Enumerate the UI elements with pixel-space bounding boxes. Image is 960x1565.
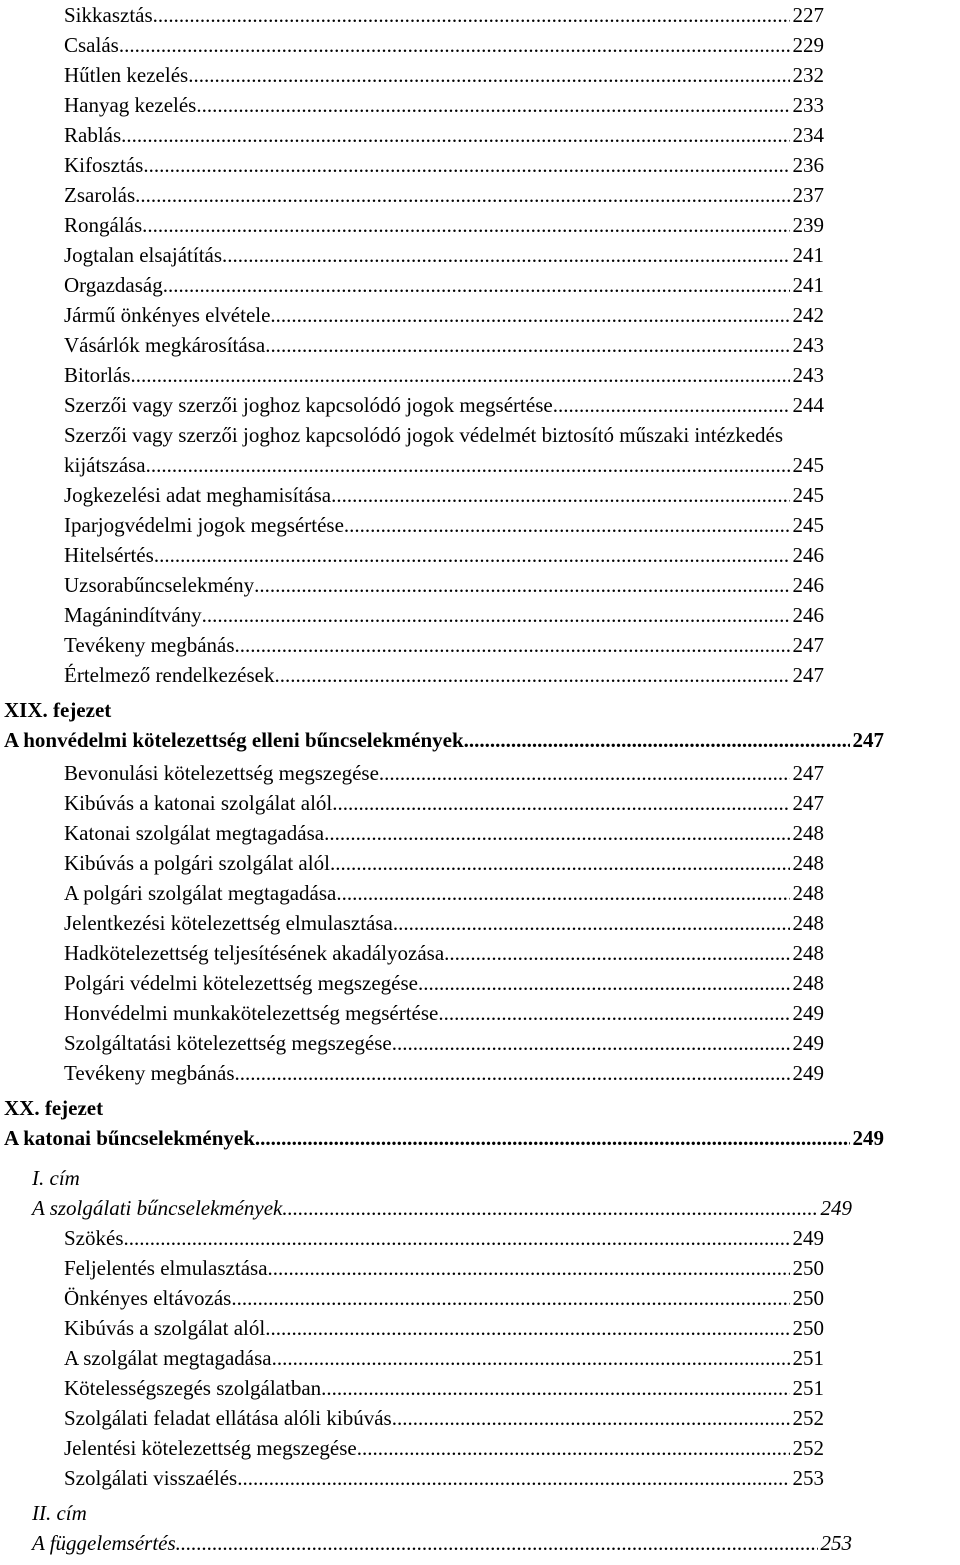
page-number: 250 [792, 1256, 824, 1280]
toc-entry[interactable] [64, 1058, 824, 1088]
dot-leader [231, 1283, 789, 1313]
entry-title: Katonai szolgálat megtagadása [64, 821, 325, 845]
entry-title: Bevonulási kötelezettség megszegése [64, 761, 379, 785]
section-heading[interactable] [32, 1528, 852, 1558]
toc-entry[interactable] [64, 998, 824, 1028]
page-number: 232 [792, 63, 824, 87]
entry-title: Polgári védelmi kötelezettség megszegése [64, 971, 418, 995]
page-number: 247 [792, 633, 824, 657]
entry-title: Szolgálati feladat ellátása alóli kibúvás [64, 1406, 392, 1430]
page-number: 241 [792, 273, 824, 297]
toc-entry[interactable] [64, 1403, 824, 1433]
page-number: 245 [792, 513, 824, 537]
dot-leader [282, 1193, 817, 1223]
toc-entry[interactable] [64, 540, 824, 570]
dot-leader [222, 240, 789, 270]
toc-entry[interactable] [64, 600, 824, 630]
page-number: 236 [792, 153, 824, 177]
page-number: 249 [792, 1226, 824, 1250]
page-number: 252 [792, 1406, 824, 1430]
toc-entry-long: Szerzői vagy szerzői joghoz kapcsolódó jogok védelmét biztosító műszaki intézkedés [64, 423, 784, 447]
toc-entry[interactable] [64, 818, 824, 848]
page-number: 246 [792, 543, 824, 567]
entry-title: Hanyag kezelés [64, 93, 197, 117]
page-number: 249 [792, 1031, 824, 1055]
toc-entry[interactable] [64, 30, 824, 60]
dot-leader [235, 630, 790, 660]
dot-leader [393, 908, 790, 938]
entry-title: Uzsorabűncselekmény [64, 573, 255, 597]
dot-leader [121, 120, 789, 150]
page-number: 250 [792, 1286, 824, 1310]
section-heading[interactable] [32, 1193, 852, 1223]
entry-title: A polgári szolgálat megtagadása [64, 881, 337, 905]
entry-title: Kibúvás a szolgálat alól [64, 1316, 266, 1340]
page-number: 251 [792, 1346, 824, 1370]
page-number: 243 [792, 333, 824, 357]
entry-title: Jármű önkényes elvétele [64, 303, 271, 327]
toc-entry[interactable] [64, 180, 824, 210]
dot-leader [143, 150, 789, 180]
page-number: 248 [792, 851, 824, 875]
entry-title: Jelentési kötelezettség megszegése [64, 1436, 357, 1460]
section-label: I. cím [32, 1166, 80, 1190]
toc-entry[interactable] [64, 270, 824, 300]
toc-entry[interactable] [64, 1283, 824, 1313]
toc-entry[interactable] [64, 878, 824, 908]
dot-leader [553, 390, 790, 420]
entry-title: Szökés [64, 1226, 124, 1250]
page-number: 245 [792, 483, 824, 507]
section-label: II. cím [32, 1501, 87, 1525]
chapter-heading[interactable] [4, 725, 884, 755]
toc-entry[interactable] [64, 90, 824, 120]
entry-title: Tevékeny megbánás [64, 633, 235, 657]
entry-title: Tevékeny megbánás [64, 1061, 235, 1085]
page-number: 251 [792, 1376, 824, 1400]
dot-leader [332, 788, 789, 818]
dot-leader [418, 968, 790, 998]
page-number: 249 [792, 1061, 824, 1085]
dot-leader [153, 0, 790, 30]
dot-leader [330, 848, 790, 878]
entry-title: Magánindítvány [64, 603, 202, 627]
dot-leader [336, 878, 789, 908]
dot-leader [438, 998, 789, 1028]
page-number: 249 [852, 1126, 884, 1150]
toc-entry[interactable] [64, 150, 824, 180]
toc-entry[interactable] [64, 390, 824, 420]
dot-leader [265, 330, 789, 360]
toc-entry[interactable] [64, 660, 824, 690]
toc-entry-continuation[interactable] [64, 450, 824, 480]
entry-title: Jelentkezési kötelezettség elmulasztása [64, 911, 393, 935]
page-number: 247 [792, 761, 824, 785]
page-number: 249 [792, 1001, 824, 1025]
entry-title: A honvédelmi kötelezettség elleni bűncselekmények [4, 728, 464, 752]
entry-title: Kötelességszegés szolgálatban [64, 1376, 322, 1400]
entry-title: Orgazdaság [64, 273, 163, 297]
toc-entry[interactable] [64, 0, 824, 30]
dot-leader [392, 1028, 790, 1058]
dot-leader [464, 725, 850, 755]
chapter-heading[interactable] [4, 1123, 884, 1153]
toc-entry[interactable] [64, 1028, 824, 1058]
dot-leader [135, 180, 789, 210]
entry-title: A katonai bűncselekmények [4, 1126, 255, 1150]
entry-title: Csalás [64, 33, 119, 57]
dot-leader [235, 1058, 790, 1088]
dot-leader [146, 450, 790, 480]
dot-leader [188, 60, 789, 90]
entry-title: A függelemsértés [32, 1531, 176, 1555]
dot-leader [163, 270, 790, 300]
dot-leader [131, 360, 790, 390]
entry-title: Vásárlók megkárosítása [64, 333, 266, 357]
entry-title: Feljelentés elmulasztása [64, 1256, 268, 1280]
dot-leader [272, 1343, 790, 1373]
toc-entry[interactable] [64, 570, 824, 600]
page-number: 227 [792, 3, 824, 27]
page-number: 247 [792, 791, 824, 815]
toc-entry[interactable] [64, 968, 824, 998]
toc-entry[interactable] [64, 1433, 824, 1463]
toc-entry[interactable] [64, 480, 824, 510]
toc-entry[interactable] [64, 908, 824, 938]
toc-entry[interactable] [64, 1253, 824, 1283]
dot-leader [379, 758, 790, 788]
dot-leader [176, 1528, 818, 1558]
toc-entry[interactable] [64, 120, 824, 150]
page-number: 247 [792, 663, 824, 687]
page-number: 237 [792, 183, 824, 207]
entry-title: Sikkasztás [64, 3, 153, 27]
dot-leader [274, 660, 789, 690]
toc-entry[interactable] [64, 210, 824, 240]
toc-entry[interactable] [64, 330, 824, 360]
entry-title: Iparjogvédelmi jogok megsértése [64, 513, 344, 537]
entry-title: Jogkezelési adat meghamisítása [64, 483, 332, 507]
dot-leader [119, 30, 790, 60]
entry-title: Kifosztás [64, 153, 144, 177]
page-number: 250 [792, 1316, 824, 1340]
entry-title: Hűtlen kezelés [64, 63, 189, 87]
entry-title: Hitelsértés [64, 543, 154, 567]
dot-leader [444, 938, 789, 968]
dot-leader [255, 1123, 850, 1153]
page-number: 245 [792, 453, 824, 477]
page-number: 248 [792, 881, 824, 905]
page-number: 246 [792, 573, 824, 597]
dot-leader [154, 540, 790, 570]
entry-title: Kibúvás a katonai szolgálat alól [64, 791, 333, 815]
page-number: 248 [792, 941, 824, 965]
page-number: 253 [820, 1531, 852, 1555]
entry-title: Szolgáltatási kötelezettség megszegése [64, 1031, 392, 1055]
dot-leader [344, 510, 790, 540]
page-number: 244 [792, 393, 824, 417]
entry-title: A szolgálati bűncselekmények [32, 1196, 283, 1220]
dot-leader [392, 1403, 790, 1433]
page-number: 243 [792, 363, 824, 387]
entry-title: Hadkötelezettség teljesítésének akadályozása [64, 941, 445, 965]
entry-title: Honvédelmi munkakötelezettség megsértése [64, 1001, 439, 1025]
entry-title: Kibúvás a polgári szolgálat alól [64, 851, 330, 875]
toc-entry[interactable] [64, 240, 824, 270]
toc-entry[interactable] [64, 788, 824, 818]
chapter-label: XX. fejezet [4, 1096, 104, 1120]
toc-entry[interactable] [64, 630, 824, 660]
toc-entry[interactable] [64, 1373, 824, 1403]
toc-entry[interactable] [64, 938, 824, 968]
toc-entry[interactable] [64, 60, 824, 90]
entry-title: Szolgálati visszaélés [64, 1466, 238, 1490]
toc-entry[interactable] [64, 1223, 824, 1253]
entry-title: A szolgálat megtagadása [64, 1346, 272, 1370]
entry-title: Szerzői vagy szerzői joghoz kapcsolódó jogok megsértése [64, 393, 553, 417]
entry-title: Jogtalan elsajátítás [64, 243, 223, 267]
toc-entry[interactable] [64, 848, 824, 878]
entry-title: Rablás [64, 123, 122, 147]
dot-leader [124, 1223, 790, 1253]
page-number: 229 [792, 33, 824, 57]
dot-leader [321, 1373, 789, 1403]
toc-entry[interactable] [64, 1463, 824, 1493]
page-number: 247 [852, 728, 884, 752]
toc-entry[interactable] [64, 510, 824, 540]
entry-title: kijátszása [64, 453, 146, 477]
page-number: 246 [792, 603, 824, 627]
page-number: 234 [792, 123, 824, 147]
page-number: 252 [792, 1436, 824, 1460]
toc-entry[interactable] [64, 758, 824, 788]
dot-leader [265, 1313, 789, 1343]
page-number: 233 [792, 93, 824, 117]
dot-leader [270, 300, 789, 330]
dot-leader [268, 1253, 790, 1283]
page-number: 248 [792, 911, 824, 935]
chapter-label: XIX. fejezet [4, 698, 112, 722]
toc-entry[interactable] [64, 300, 824, 330]
entry-title: Értelmező rendelkezések [64, 663, 275, 687]
entry-title: Önkényes eltávozás [64, 1286, 232, 1310]
dot-leader [196, 90, 789, 120]
dot-leader [254, 570, 789, 600]
dot-leader [202, 600, 790, 630]
page-number: 239 [792, 213, 824, 237]
dot-leader [237, 1463, 789, 1493]
page-number: 249 [820, 1196, 852, 1220]
page-number: 248 [792, 971, 824, 995]
dot-leader [357, 1433, 790, 1463]
entry-title: Rongálás [64, 213, 143, 237]
dot-leader [142, 210, 789, 240]
dot-leader [331, 480, 789, 510]
page-number: 248 [792, 821, 824, 845]
entry-title: Zsarolás [64, 183, 136, 207]
toc-entry[interactable] [64, 360, 824, 390]
page-number: 242 [792, 303, 824, 327]
page-number: 253 [792, 1466, 824, 1490]
toc-entry[interactable] [64, 1313, 824, 1343]
toc-entry[interactable] [64, 1343, 824, 1373]
dot-leader [324, 818, 789, 848]
entry-title: Bitorlás [64, 363, 131, 387]
page-number: 241 [792, 243, 824, 267]
